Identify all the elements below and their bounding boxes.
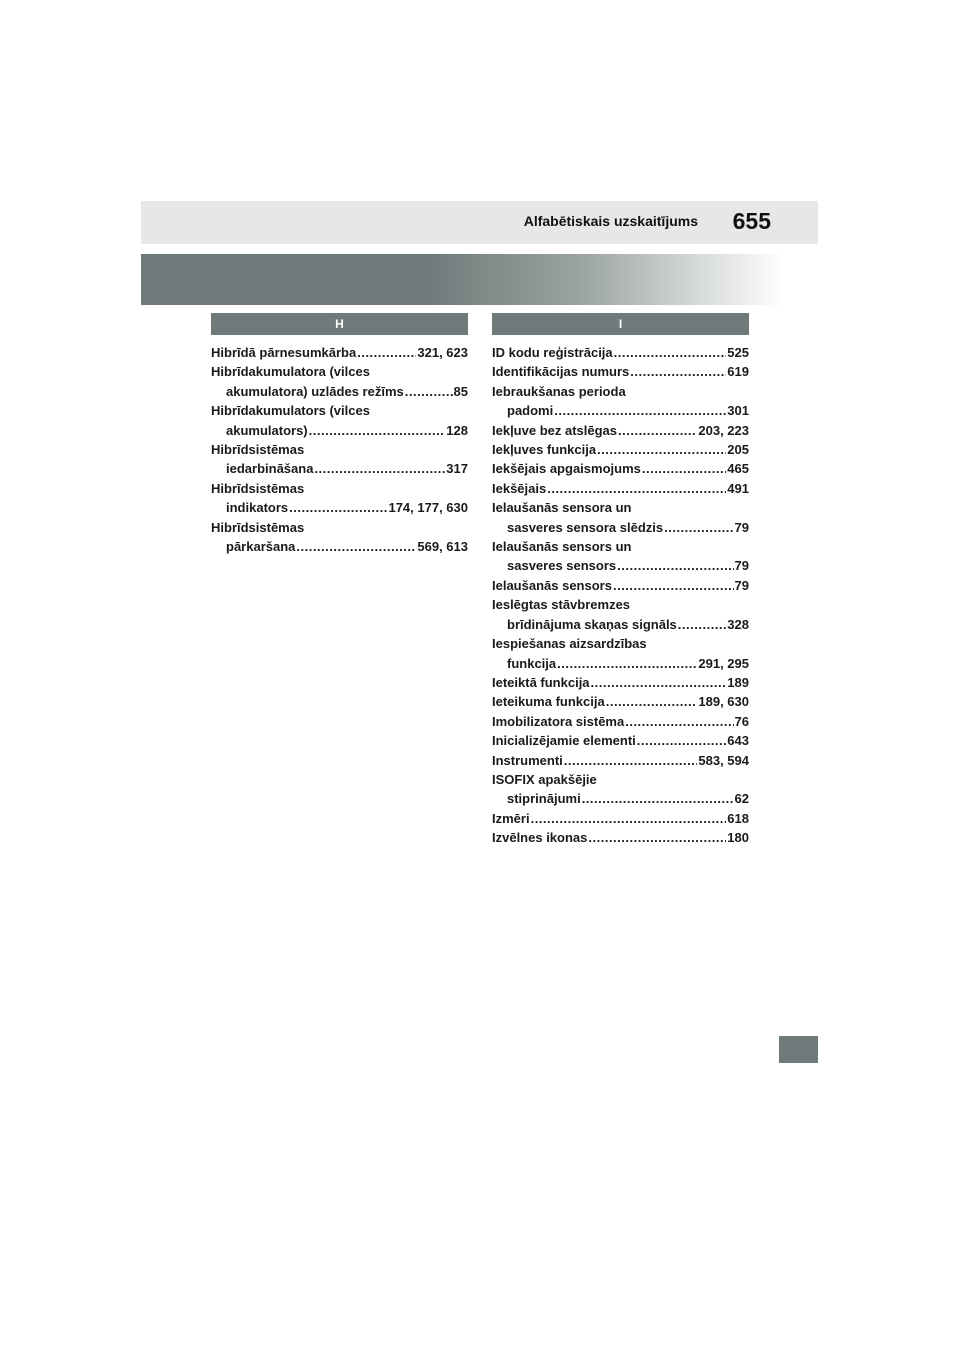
entry-term: Hibrīdā pārnesumkārba xyxy=(211,345,357,360)
entry-page-ref: 62 xyxy=(734,791,749,807)
entry-page-ref: 583, 594 xyxy=(698,752,749,768)
entry-term: akumulators) xyxy=(226,422,308,438)
entry-term: Ielaušanās sensors xyxy=(492,577,612,593)
entry-term: Instrumenti xyxy=(492,752,563,768)
page-number: 655 xyxy=(732,208,771,234)
entry-page-ref: 174, 177, 630 xyxy=(388,500,468,516)
dot-leader xyxy=(664,518,733,537)
index-entry xyxy=(492,828,749,847)
entry-term: Hibrīdakumulators (vilces xyxy=(211,403,370,419)
index-entry xyxy=(492,809,749,828)
dot-leader xyxy=(591,673,727,692)
index-entry xyxy=(211,440,468,459)
entry-page-ref: 525 xyxy=(727,345,749,360)
entry-term: Iekļuve bez atslēgas xyxy=(492,422,618,438)
entry-list-h xyxy=(211,343,468,556)
dot-leader xyxy=(547,479,726,498)
dot-leader xyxy=(309,421,446,440)
entry-term: Izmēri xyxy=(492,810,530,826)
dot-leader xyxy=(614,343,727,362)
index-entry xyxy=(492,498,749,517)
entry-page-ref: 491 xyxy=(727,480,749,496)
dot-leader xyxy=(617,556,733,575)
index-entry xyxy=(492,537,749,556)
index-entry xyxy=(492,440,749,459)
index-entry xyxy=(492,382,749,401)
dot-leader xyxy=(314,459,445,478)
entry-term: Hibrīdsistēmas xyxy=(211,442,305,458)
entry-term: Iekšējais apgaismojums xyxy=(492,461,641,477)
entry-page-ref: 189 xyxy=(727,674,749,690)
entry-page-ref: 76 xyxy=(734,713,749,729)
entry-page-ref: 317 xyxy=(446,461,468,477)
entry-term: Ielaušanās sensors un xyxy=(492,539,632,555)
entry-page-ref: 291, 295 xyxy=(698,655,749,671)
index-entry xyxy=(211,382,468,401)
section-title: Alfabētiskais uzskaitījums xyxy=(523,213,698,229)
dot-leader xyxy=(630,362,726,381)
entry-term: Iekļuves funkcija xyxy=(492,442,597,458)
index-entry xyxy=(492,770,749,789)
index-entry xyxy=(492,556,749,575)
index-entry xyxy=(211,479,468,498)
entry-page-ref: 180 xyxy=(727,830,749,846)
dot-leader xyxy=(637,731,727,750)
index-entry xyxy=(492,459,749,478)
entry-term: stiprinājumi xyxy=(507,791,581,807)
entry-term: ISOFIX apakšējie xyxy=(492,771,597,787)
entry-term: akumulatora) uzlādes režīms xyxy=(226,383,404,399)
entry-term: Ielaušanās sensora un xyxy=(492,500,632,516)
entry-term: Ieteiktā funkcija xyxy=(492,674,590,690)
entry-term: Iespiešanas aizsardzības xyxy=(492,636,647,652)
dot-leader xyxy=(296,537,416,556)
entry-term: Hibrīdsistēmas xyxy=(211,480,305,496)
entry-term: indikators xyxy=(226,500,289,516)
entry-term: iedarbināšana xyxy=(226,461,314,477)
entry-term: pārkaršana xyxy=(226,539,296,555)
chapter-tab xyxy=(779,1036,818,1063)
index-entry xyxy=(492,673,749,692)
entry-page-ref: 85 xyxy=(453,383,468,399)
index-entry xyxy=(211,459,468,478)
entry-list-i xyxy=(492,343,749,848)
index-entry xyxy=(492,751,749,770)
entry-page-ref: 569, 613 xyxy=(417,539,468,555)
entry-page-ref: 328 xyxy=(727,616,749,632)
entry-term: Hibrīdakumulatora (vilces xyxy=(211,364,370,380)
dot-leader xyxy=(606,692,698,711)
entry-term: Ieteikuma funkcija xyxy=(492,694,605,710)
index-column-h xyxy=(211,313,468,556)
index-entry xyxy=(211,537,468,556)
entry-term: ID kodu reģistrācija xyxy=(492,345,613,360)
entry-page-ref: 465 xyxy=(727,461,749,477)
entry-page-ref: 321, 623 xyxy=(417,345,468,360)
dot-leader xyxy=(618,421,697,440)
index-entry xyxy=(211,401,468,420)
entry-term: Iekšējais xyxy=(492,480,547,496)
entry-term: Iebraukšanas perioda xyxy=(492,383,626,399)
index-entry xyxy=(211,518,468,537)
letter-header-i: I xyxy=(492,313,749,335)
entry-page-ref: 189, 630 xyxy=(698,694,749,710)
dot-leader xyxy=(625,712,733,731)
entry-term: padomi xyxy=(507,403,554,419)
entry-page-ref: 203, 223 xyxy=(698,422,749,438)
dot-leader xyxy=(405,382,453,401)
index-entry xyxy=(492,731,749,750)
entry-page-ref: 619 xyxy=(727,364,749,380)
dot-leader xyxy=(531,809,727,828)
index-entry xyxy=(492,479,749,498)
index-entry xyxy=(492,362,749,381)
entry-page-ref: 618 xyxy=(727,810,749,826)
index-entry xyxy=(211,343,468,362)
index-entry xyxy=(492,712,749,731)
entry-page-ref: 301 xyxy=(727,403,749,419)
entry-term: sasveres sensora slēdzis xyxy=(507,519,664,535)
entry-page-ref: 128 xyxy=(446,422,468,438)
entry-term: Inicializējamie elementi xyxy=(492,733,636,749)
index-entry xyxy=(492,634,749,653)
index-entry xyxy=(492,518,749,537)
dot-leader xyxy=(554,401,726,420)
index-entry xyxy=(492,343,749,362)
index-entry xyxy=(492,654,749,673)
entry-term: sasveres sensors xyxy=(507,558,617,574)
entry-term: Izvēlnes ikonas xyxy=(492,830,588,846)
entry-term: Ieslēgtas stāvbremzes xyxy=(492,597,631,613)
dot-leader xyxy=(588,828,726,847)
dot-leader xyxy=(557,654,697,673)
index-entry xyxy=(492,595,749,614)
dot-leader xyxy=(564,751,698,770)
index-entry xyxy=(211,421,468,440)
entry-term: Imobilizatora sistēma xyxy=(492,713,625,729)
entry-page-ref: 79 xyxy=(734,519,749,535)
entry-term: funkcija xyxy=(507,655,557,671)
dot-leader xyxy=(357,343,416,362)
dot-leader xyxy=(597,440,726,459)
decorative-banner xyxy=(141,254,785,305)
dot-leader xyxy=(642,459,726,478)
index-entry xyxy=(211,362,468,381)
index-entry xyxy=(211,498,468,517)
index-entry xyxy=(492,576,749,595)
entry-page-ref: 79 xyxy=(734,558,749,574)
index-entry xyxy=(492,615,749,634)
index-entry xyxy=(492,692,749,711)
entry-page-ref: 205 xyxy=(727,442,749,458)
index-entry xyxy=(492,789,749,808)
dot-leader xyxy=(678,615,727,634)
dot-leader xyxy=(613,576,734,595)
entry-page-ref: 643 xyxy=(727,733,749,749)
index-column-i xyxy=(492,313,749,848)
dot-leader xyxy=(582,789,734,808)
dot-leader xyxy=(289,498,387,517)
entry-page-ref: 79 xyxy=(734,577,749,593)
entry-term: Identifikācijas numurs xyxy=(492,364,630,380)
entry-term: Hibrīdsistēmas xyxy=(211,519,305,535)
entry-term: brīdinājuma skaņas signāls xyxy=(507,616,677,632)
index-entry xyxy=(492,401,749,420)
index-entry xyxy=(492,421,749,440)
letter-header-h: H xyxy=(211,313,468,335)
page-header xyxy=(141,201,818,244)
